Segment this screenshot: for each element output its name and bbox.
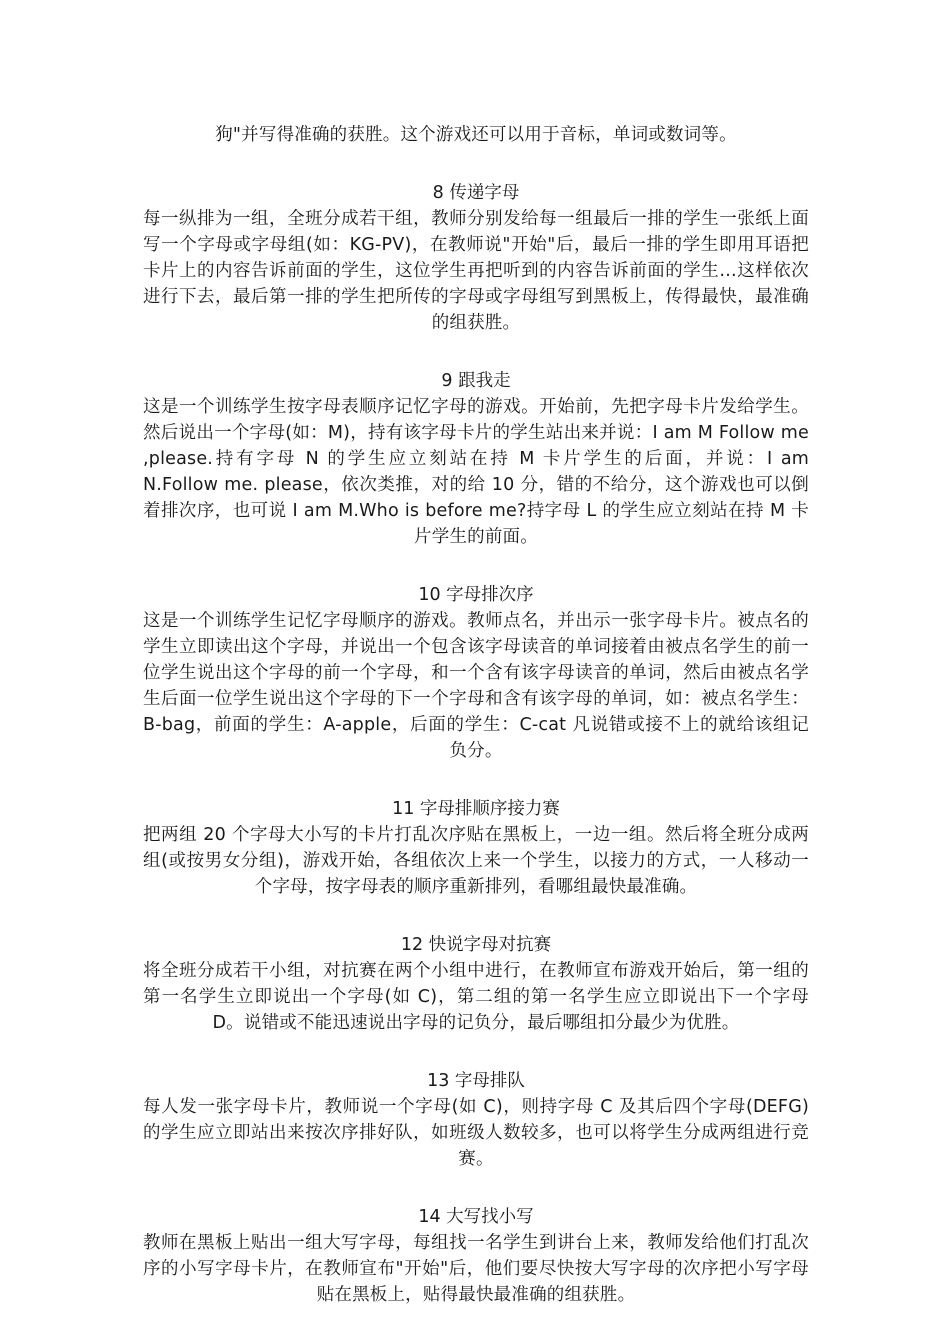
section-title: 12 快说字母对抗赛 [400, 935, 552, 955]
section-12 [143, 932, 809, 1036]
section-body: 将全班分成若干小组，对抗赛在两个小组中进行，在教师宣布游戏开始后，第一组的第一名学生立即说出一个字母(如 C)，第二组的第一名学生应立即说出下一个字母 D。说错或不能迅速说出字母的记负分，最后哪组扣分最少为优胜。 [143, 961, 809, 1033]
section-title: 11 字母排顺序接力赛 [392, 799, 560, 819]
section-10 [143, 582, 809, 764]
section-13 [143, 1068, 809, 1172]
section-8 [143, 180, 809, 336]
section-title: 9 跟我走 [441, 371, 511, 391]
section-11 [143, 796, 809, 900]
section-body: 每人发一张字母卡片，教师说一个字母(如 C)，则持字母 C 及其后四个字母(DEFG)的学生应立即站出来按次序排好队，如班级人数较多，也可以将学生分成两组进行竞赛。 [143, 1097, 809, 1169]
section-14 [143, 1204, 809, 1308]
section-title: 8 传递字母 [432, 183, 520, 203]
section-body: 这是一个训练学生按字母表顺序记忆字母的游戏。开始前，先把字母卡片发给学生。然后说出一个字母(如：M)，持有该字母卡片的学生站出来并说：I am M Follow me ,please.持有字母 N 的学生应立刻站在持 M 卡片学生的后面，并说：I am N.Follow me. please，依次类推，对的给 10 分，错的不给分，这个游戏也可以倒着排次序，也可说 I am M.Who is before me?持字母 L 的学生应立刻站在持 M 卡片学生的前面。 [143, 397, 809, 547]
section-body: 把两组 20 个字母大小写的卡片打乱次序贴在黑板上，一边一组。然后将全班分成两组(或按男女分组)，游戏开始，各组依次上来一个学生，以接力的方式，一人移动一个字母，按字母表的顺序重新排列，看哪组最快最准确。 [143, 825, 809, 897]
section-title: 13 字母排队 [427, 1071, 525, 1091]
section-title: 10 字母排次序 [418, 585, 534, 605]
intro-paragraph: 狗"并写得准确的获胜。这个游戏还可以用于音标，单词或数词等。 [215, 125, 737, 145]
document-page [143, 122, 809, 1340]
section-body: 教师在黑板上贴出一组大写字母，每组找一名学生到讲台上来，教师发给他们打乱次序的小写字母卡片，在教师宣布"开始"后，他们要尽快按大写字母的次序把小写字母贴在黑板上，贴得最快最准确的组获胜。 [143, 1233, 809, 1305]
section-9 [143, 368, 809, 550]
section-body: 每一纵排为一组，全班分成若干组，教师分别发给每一组最后一排的学生一张纸上面写一个字母或字母组(如：KG-PV)，在教师说"开始"后，最后一排的学生即用耳语把卡片上的内容告诉前面的学生，这位学生再把听到的内容告诉前面的学生…这样依次进行下去，最后第一排的学生把所传的字母或字母组写到黑板上，传得最快，最准确的组获胜。 [143, 209, 809, 333]
section-title: 14 大写找小写 [418, 1207, 534, 1227]
section-body: 这是一个训练学生记忆字母顺序的游戏。教师点名，并出示一张字母卡片。被点名的学生立即读出这个字母，并说出一个包含该字母读音的单词接着由被点名学生的前一位学生说出这个字母的前一个字母，和一个含有该字母读音的单词，然后由被点名学生后面一位学生说出这个字母的下一个字母和含有该字母的单词，如：被点名学生：B-bag，前面的学生：A-apple，后面的学生：C-cat 凡说错或接不上的就给该组记负分。 [143, 611, 809, 761]
